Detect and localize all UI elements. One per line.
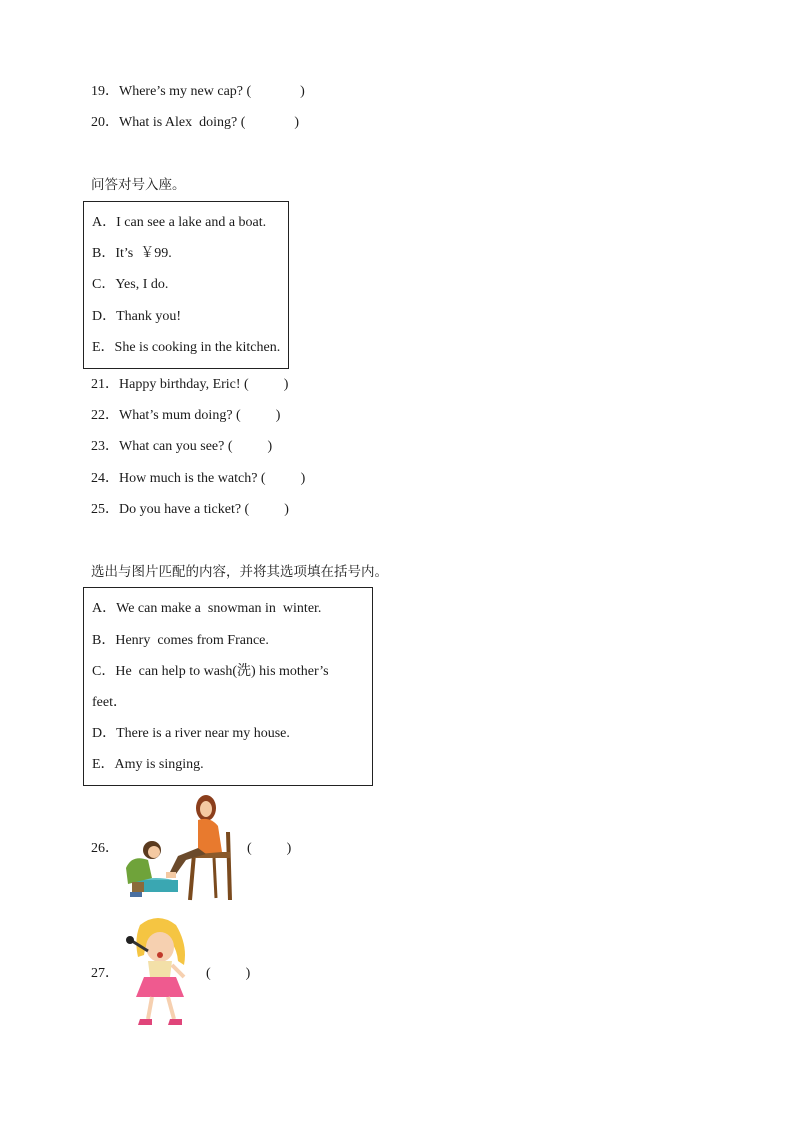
section2-option-c: C．He can help to wash(洗) his mother’s — [92, 664, 329, 679]
question-22: 22．What’s mum doing? ( ) — [91, 408, 281, 423]
question-26-number: 26． — [91, 841, 119, 856]
section2-option-e: E．Amy is singing. — [92, 757, 204, 772]
question-24: 24．How much is the watch? ( ) — [91, 471, 306, 486]
section2-option-d: D．There is a river near my house. — [92, 726, 290, 741]
boy-washing-mother-feet-illustration — [118, 792, 236, 902]
section1-options-box — [83, 201, 289, 369]
section2-option-b: B．Henry comes from France. — [92, 633, 269, 648]
section2-heading: 选出与图片匹配的内容，并将其选项填在括号内。 — [91, 564, 388, 580]
question-20: 20．What is Alex doing? ( ) — [91, 115, 300, 130]
girl-singing-illustration — [118, 915, 194, 1027]
section1-option-c: C．Yes, I do. — [92, 277, 169, 292]
section2-option-c-continued: feet． — [92, 695, 127, 710]
question-25: 25．Do you have a ticket? ( ) — [91, 502, 289, 517]
section1-option-b: B．It’s ￥99. — [92, 246, 172, 261]
section1-option-e: E．She is cooking in the kitchen. — [92, 340, 281, 355]
question-27-blank: ( ) — [206, 966, 251, 981]
question-23: 23．What can you see? ( ) — [91, 439, 273, 454]
section1-option-a: A．I can see a lake and a boat. — [92, 215, 267, 230]
question-21: 21．Happy birthday, Eric! ( ) — [91, 377, 289, 392]
section2-options-box — [83, 587, 373, 786]
question-26-blank: ( ) — [247, 841, 292, 856]
question-27-number: 27． — [91, 966, 119, 981]
section1-heading: 问答对号入座。 — [91, 177, 186, 193]
section2-option-a: A．We can make a snowman in winter. — [92, 601, 322, 616]
section1-option-d: D．Thank you! — [92, 309, 182, 324]
question-19: 19．Where’s my new cap? ( ) — [91, 84, 305, 99]
